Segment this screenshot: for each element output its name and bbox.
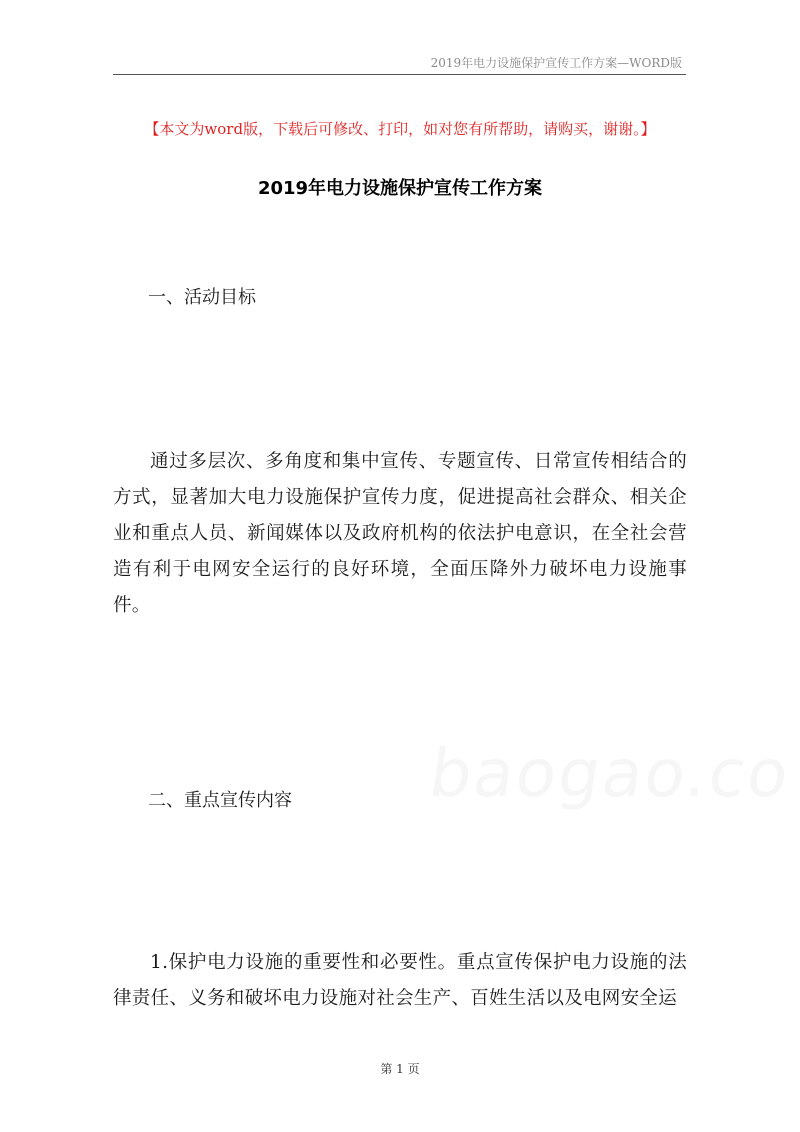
header-divider xyxy=(113,74,686,75)
section-paragraph-content: 1.保护电力设施的重要性和必要性。重点宣传保护电力设施的法律责任、义务和破坏电力设施对社会生产、百姓生活以及电网安全运 xyxy=(113,952,687,1009)
section-heading-goals: 一、活动目标 xyxy=(148,287,256,308)
purchase-notice: 【本文为word版，下载后可修改、打印，如对您有所帮助，请购买，谢谢。】 xyxy=(144,120,656,138)
running-header: 2019年电力设施保护宣传工作方案—WORD版 xyxy=(430,56,682,70)
watermark-logo: baogao.co xyxy=(424,735,796,812)
section-heading-content: 二、重点宣传内容 xyxy=(148,790,292,811)
section-paragraph-goals: 通过多层次、多角度和集中宣传、专题宣传、日常宣传相结合的方式，显著加大电力设施保护宣传力度，促进提高社会群众、相关企业和重点人员、新闻媒体以及政府机构的依法护电意识，在全社会营造有利于电网安全运行的良好环境，全面压降外力破坏电力设施事件。 xyxy=(113,451,687,616)
page-number: 第 1 页 xyxy=(380,1062,420,1076)
document-title: 2019年电力设施保护宣传工作方案 xyxy=(257,178,543,199)
